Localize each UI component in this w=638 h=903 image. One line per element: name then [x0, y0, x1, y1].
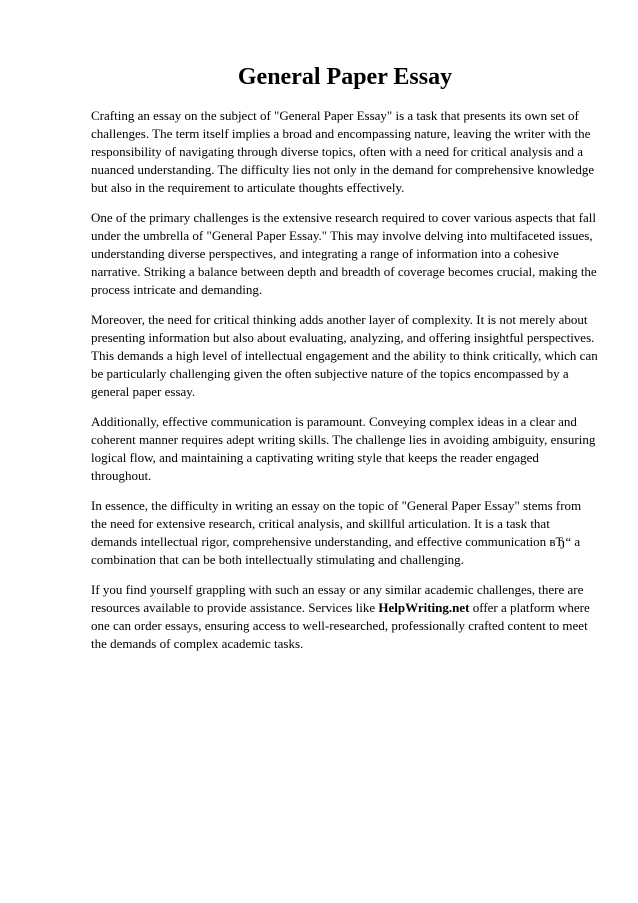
paragraph-3: Moreover, the need for critical thinking adds another layer of complexity. It is not merely about presenting information but also about evaluating, analyzing, and offering insightful perspectives. This demands a high level of intellectual engagement and the ability to think critically, which can be particularly challenging given the often subjective nature of the topics encompassed by a general paper essay. — [91, 312, 598, 399]
paragraph-5: In essence, the difficulty in writing an essay on the topic of "General Paper Essay" stems from the need for extensive research, critical analysis, and skillful articulation. It is a task that demands intellectual rigor, comprehensive understanding, and effective communication вЂ“ a combination that can be both intellectually stimulating and challenging. — [91, 498, 582, 567]
paragraph-1: Crafting an essay on the subject of "General Paper Essay" is a task that presents its own set of challenges. The term itself implies a broad and encompassing nature, leaving the writer with the responsibility of navigating through diverse topics, often with a need for critical analysis and a nuanced understanding. The difficulty lies not only in the demand for comprehensive knowledge but also in the requirement to articulate thoughts effectively. — [91, 108, 595, 195]
paragraph-6 — [91, 581, 599, 653]
paragraph-6-after-link: offer a platform where one can order essays, ensuring access to well-researched, professionally crafted content to meet the demands of complex academic tasks. — [91, 600, 590, 651]
paragraph-4: Additionally, effective communication is paramount. Conveying complex ideas in a clear and coherent manner requires adept writing skills. The challenge lies in avoiding ambiguity, ensuring logical flow, and maintaining a captivating writing style that keeps the reader engaged throughout. — [91, 414, 596, 483]
page-title: General Paper Essay — [237, 64, 453, 90]
document-page — [91, 62, 599, 665]
helpwriting-link[interactable]: HelpWriting.net — [378, 600, 470, 615]
paragraph-6-before-link: If you find yourself grappling with such an essay or any similar academic challenges, there are resources available to provide assistance. Services like — [91, 582, 584, 615]
paragraph-2: One of the primary challenges is the extensive research required to cover various aspects that fall under the umbrella of "General Paper Essay." This may involve delving into multifaceted issues, understanding diverse perspectives, and integrating a range of information into a cohesive narrative. Striking a balance between depth and breadth of coverage becomes crucial, making the process intricate and demanding. — [91, 210, 597, 297]
